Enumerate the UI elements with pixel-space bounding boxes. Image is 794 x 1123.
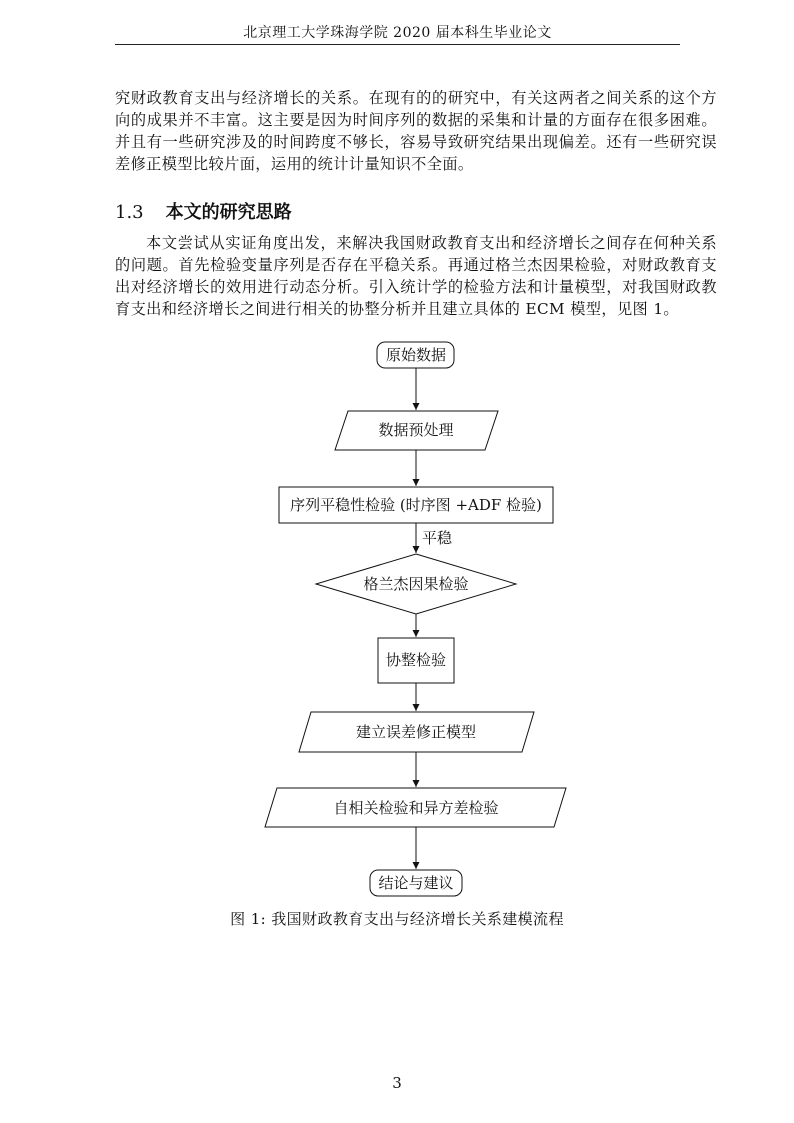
page-number: 3: [392, 1074, 402, 1092]
figure-caption: 图 1: 我国财政教育支出与经济增长关系建模流程: [230, 910, 564, 928]
section-number: 1.3: [115, 202, 144, 223]
node-end-label: 结论与建议: [378, 874, 454, 892]
section-paragraph: 本文尝试从实证角度出发，来解决我国财政教育支出和经济增长之间存在何种关系的问题。首先检验变量序列是否存在平稳关系。再通过格兰杰因果检验，对财政教育支出对经济增长的效用进行动态分析。引入统计学的检验方法和计量模型，对我国财政教育支出和经济增长之间进行相关的协整分析并且建立具体的 ECM 模型，见图 1。: [115, 234, 717, 318]
node-cointegration-label: 协整检验: [385, 651, 447, 669]
edge-label-stationary: 平稳: [422, 529, 453, 547]
section-title: 本文的研究思路: [165, 202, 292, 223]
node-start-label: 原始数据: [385, 346, 447, 364]
node-stationarity-label: 序列平稳性检验 (时序图 +ADF 检验): [290, 496, 542, 514]
node-ecm-label: 建立误差修正模型: [355, 723, 477, 741]
intro-paragraph: 究财政教育支出与经济增长的关系。在现有的的研究中，有关这两者之间关系的这个方向的成果并不丰富。这主要是因为时间序列的数据的采集和计量的方面存在很多困难。并且有一些研究涉及的时间跨度不够长，容易导致研究结果出现偏差。还有一些研究误差修正模型比较片面，运用的统计计量知识不全面。: [115, 89, 717, 173]
node-preprocess-label: 数据预处理: [378, 421, 454, 439]
node-granger-label: 格兰杰因果检验: [363, 575, 469, 593]
node-tests-label: 自相关检验和异方差检验: [333, 799, 499, 817]
running-header: 北京理工大学珠海学院 2020 届本科生毕业论文: [243, 25, 552, 41]
